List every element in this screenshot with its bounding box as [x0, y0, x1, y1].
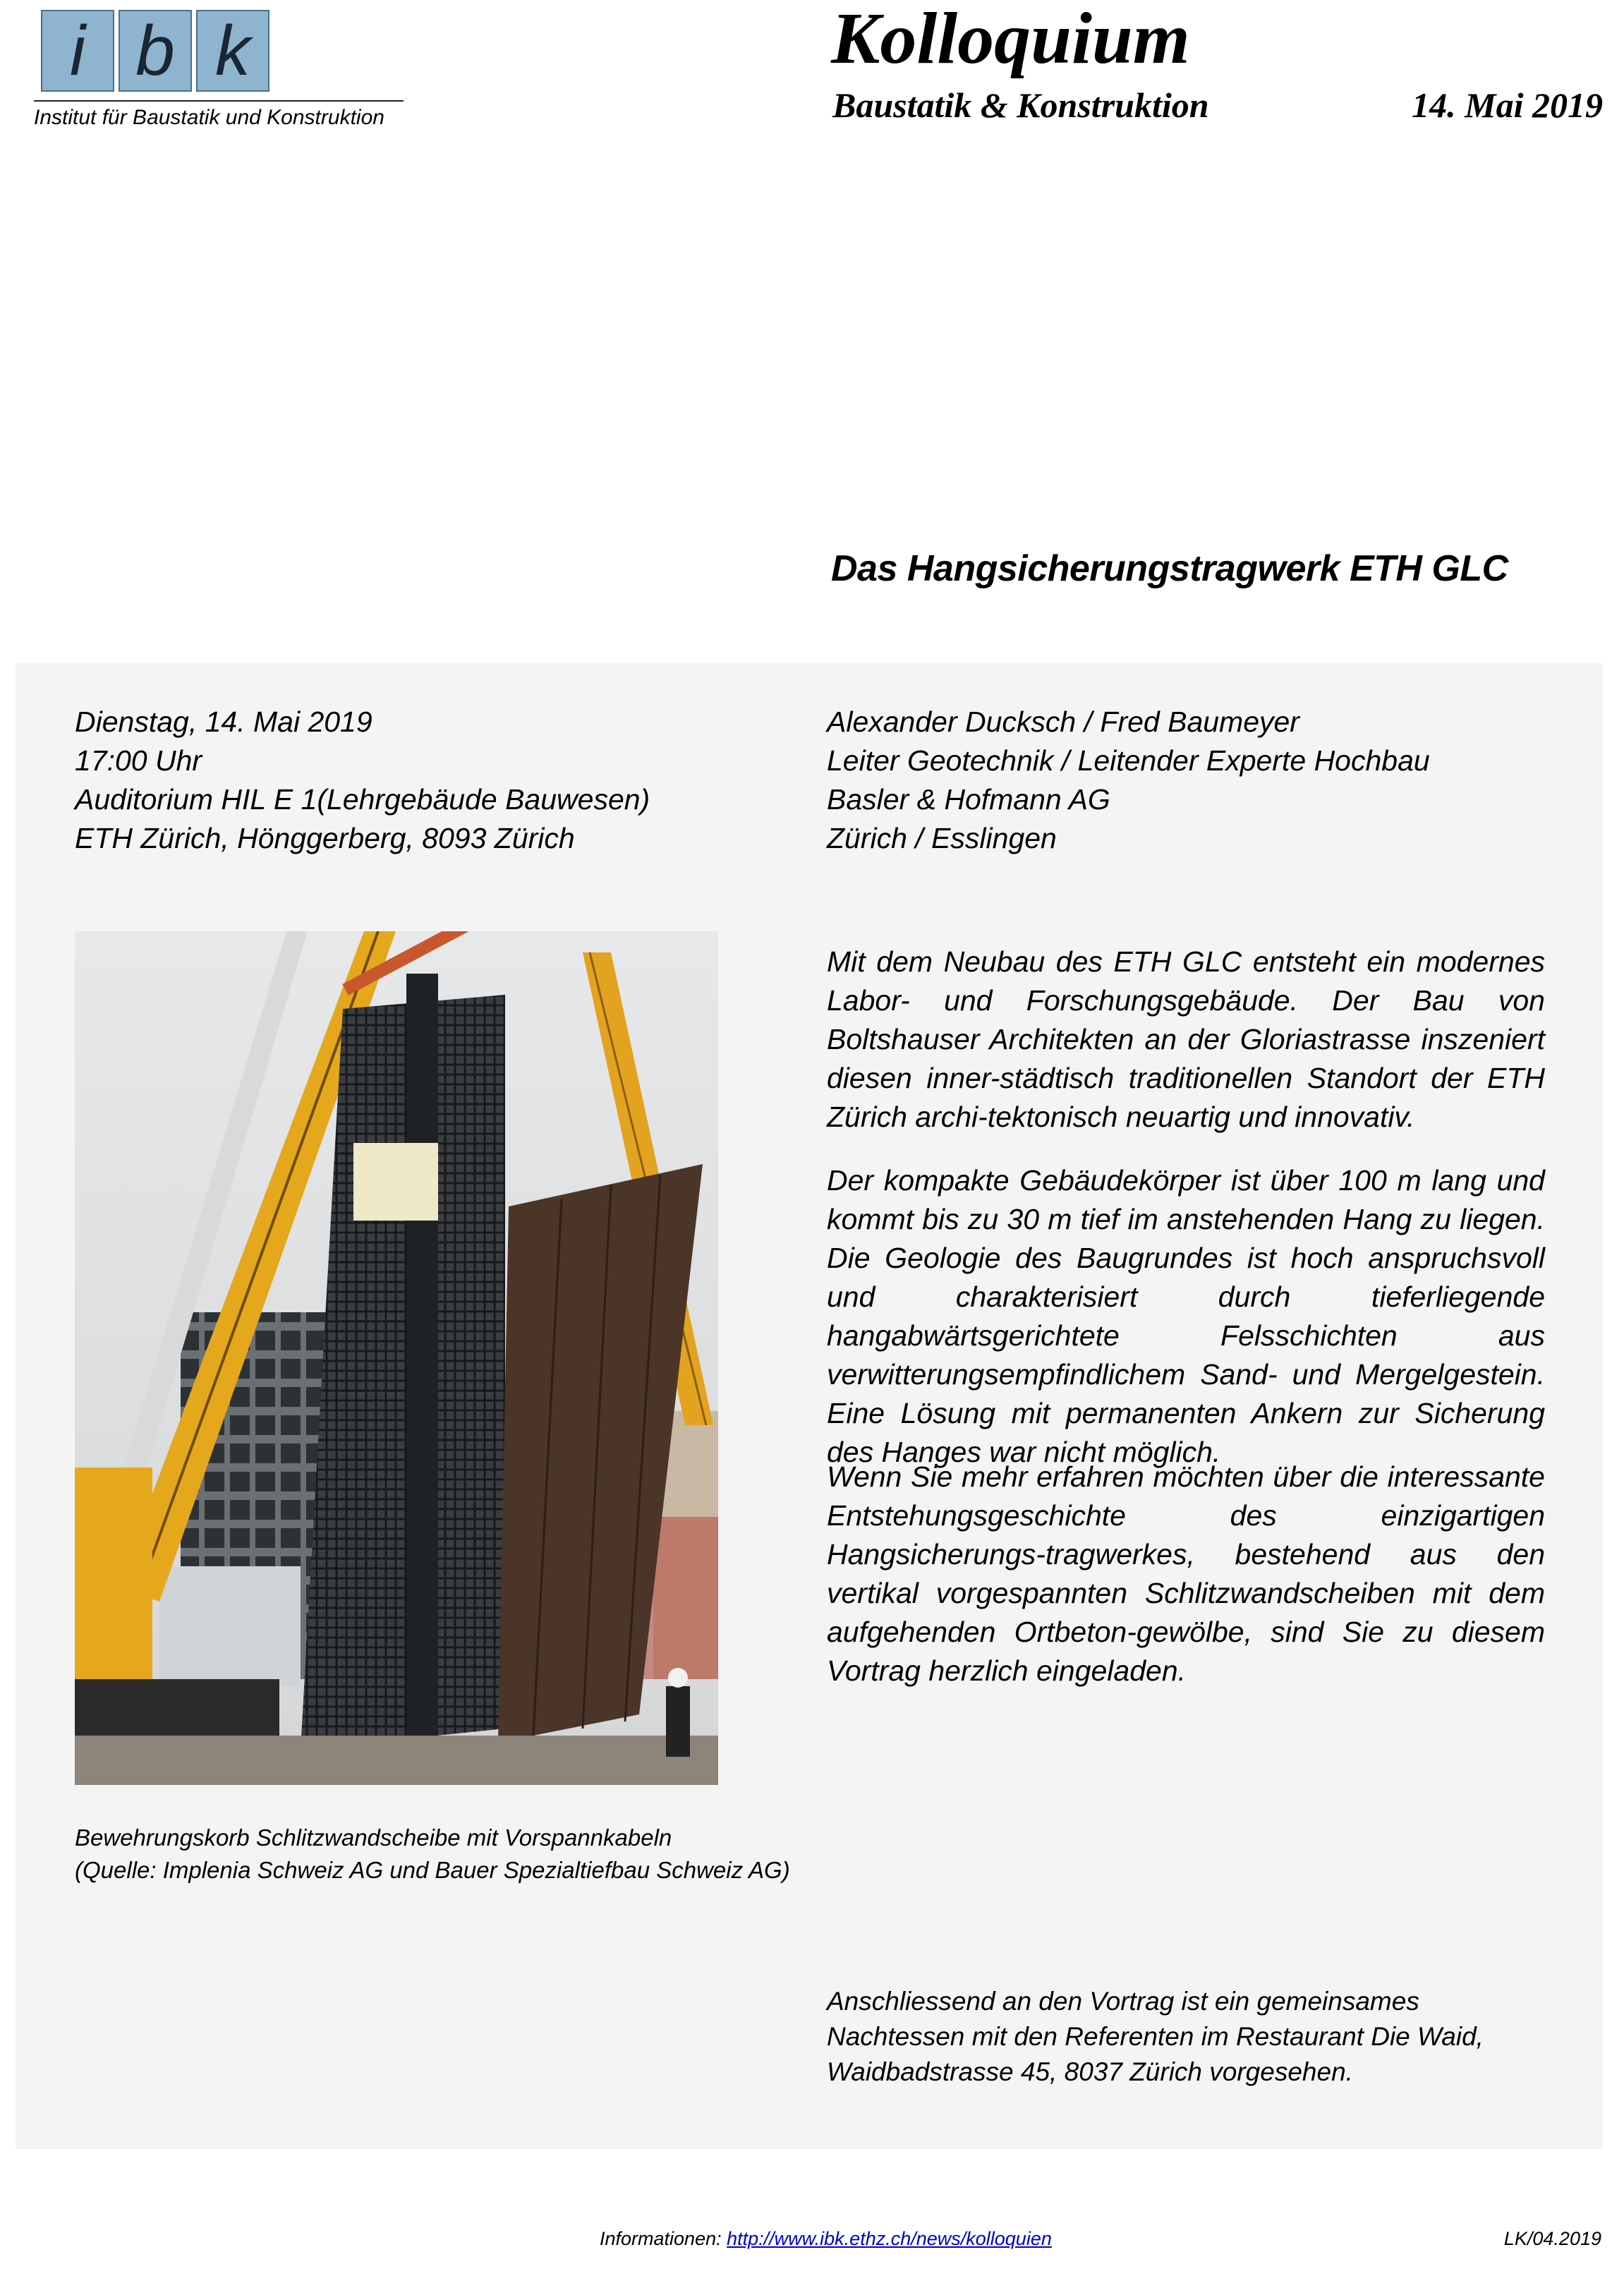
- speaker-company: Basler & Hofmann AG: [827, 783, 1110, 816]
- event-date: Dienstag, 14. Mai 2019: [75, 706, 372, 738]
- logo-subtitle: Institut für Baustatik und Konstruktion: [34, 106, 384, 129]
- footer-info: [600, 2228, 1052, 2250]
- dinner-note: Anschliessend an den Vortrag ist ein gemeinsames Nachtessen mit den Referenten im Restaurant Die Waid, Waidbadstrasse 45, 8037 Zürich vorgesehen.: [827, 1987, 1484, 2086]
- colloquium-subtitle: Baustatik & Konstruktion: [832, 85, 1209, 125]
- footer-reference: LK/04.2019: [1503, 2228, 1601, 2249]
- speaker-city: Zürich / Esslingen: [827, 822, 1057, 854]
- abstract-paragraph-2: Der kompakte Gebäudekörper ist über 100 m lang und kommt bis zu 30 m tief im anstehenden Hang zu liegen. Die Geologie des Baugrundes ist hoch anspruchsvoll und charakterisiert durch tieferliegende hangabwärtsgerichtete Felsschichten aus verwitterungsempfindlichem Sand- und Mergelgestein. Eine Lösung mit permanenten Ankern zur Sicherung des Hanges war nicht möglich.: [827, 1164, 1545, 1468]
- ibk-logo: [34, 10, 404, 129]
- event-location: ETH Zürich, Hönggerberg, 8093 Zürich: [75, 822, 575, 854]
- footer-link[interactable]: http://www.ibk.ethz.ch/news/kolloquien: [727, 2228, 1052, 2249]
- talk-title: Das Hangsicherungstragwerk ETH GLC: [831, 548, 1508, 589]
- construction-photo: [75, 931, 718, 1785]
- logo-letter-b: b: [119, 10, 192, 92]
- photo-caption-source: (Quelle: Implenia Schweiz AG und Bauer Spezialtiefbau Schweiz AG): [75, 1857, 790, 1883]
- footer-label: Informationen:: [600, 2228, 727, 2249]
- logo-divider: [34, 100, 404, 102]
- logo-letter-i: i: [41, 10, 114, 92]
- logo-letter-k: k: [196, 10, 269, 92]
- event-time: 17:00 Uhr: [75, 744, 202, 777]
- speaker-roles: Leiter Geotechnik / Leitender Experte Hochbau: [827, 744, 1430, 777]
- abstract-paragraph-1: Mit dem Neubau des ETH GLC entsteht ein modernes Labor- und Forschungsgebäude. Der Bau von Boltshauser Architekten an der Gloriastrasse inszeniert diesen inner-städtisch traditionellen Standort der ETH Zürich archi-tektonisch neuartig und innovativ.: [827, 945, 1545, 1133]
- abstract-paragraph-3: Wenn Sie mehr erfahren möchten über die interessante Entstehungsgeschichte des einzigartigen Hangsicherungs-tragwerkes, bestehend aus den vertikal vorgespannten Schlitzwandscheiben mit dem aufgehenden Ortbeton-gewölbe, sind Sie zu diesem Vortrag herzlich eingeladen.: [827, 1460, 1545, 1687]
- logo-letters: [41, 10, 269, 92]
- speaker-names: Alexander Ducksch / Fred Baumeyer: [827, 706, 1299, 738]
- event-info: [75, 703, 650, 858]
- colloquium-title: Kolloquium: [831, 0, 1190, 79]
- colloquium-date: 14. Mai 2019: [1412, 85, 1603, 125]
- photo-caption-line1: Bewehrungskorb Schlitzwandscheibe mit Vorspannkabeln: [75, 1824, 672, 1851]
- photo-caption: [75, 1822, 790, 1887]
- speaker-info: [827, 703, 1430, 858]
- event-room: Auditorium HIL E 1(Lehrgebäude Bauwesen): [75, 783, 650, 816]
